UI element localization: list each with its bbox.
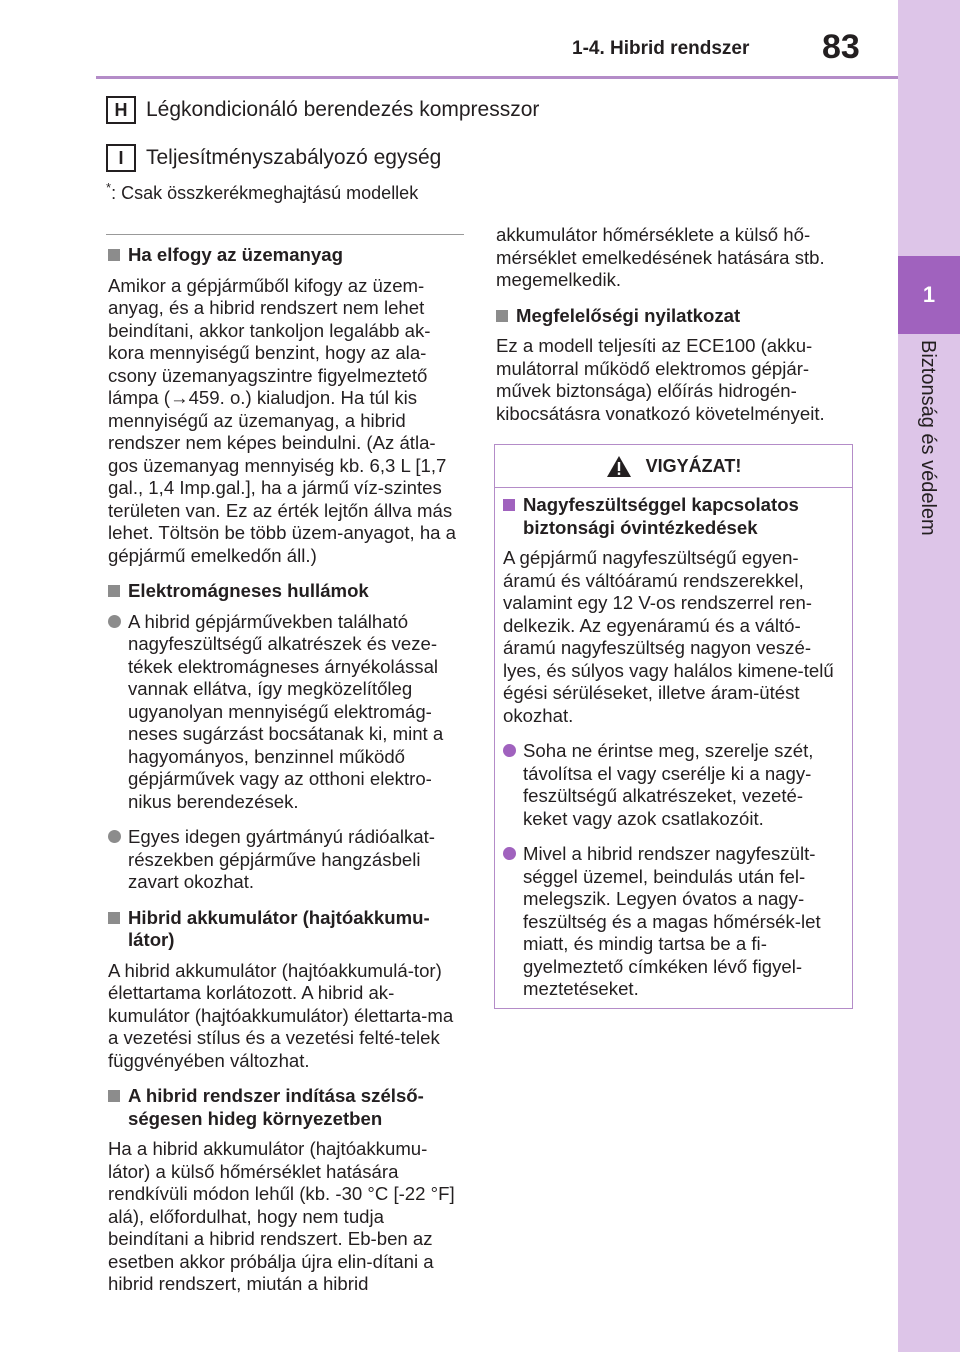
legend-text-i: Teljesítményszabályozó egység <box>146 146 442 169</box>
warning-subheading <box>503 494 842 539</box>
header-rule <box>96 76 898 79</box>
warning-bullet-text: Soha ne érintse meg, szerelje szét, távolítsa el vagy cserélje ki a nagy-feszültségű alkatrészeket, vezeté-keket vagy azok csatlakozóit. <box>523 740 814 829</box>
warning-header <box>495 445 852 488</box>
legend-text-h: Légkondicionáló berendezés kompresszor <box>146 98 540 121</box>
section-title: A hibrid rendszer indítása szélső-ségesen hideg környezetben <box>128 1085 424 1129</box>
warning-text: A gépjármű nagyfeszültségű egyen-áramú és váltóáramú rendszerekkel, valamint egy 12 V-os rendszerrel ren-delkezik. Az egyenáramú és a váltó-áramú nagyfeszültség nagyon veszé-lyes, és súlyos vagy halálos kimene-telű égési sérüléseket, illetve áram-ütést okozhat. <box>503 547 834 726</box>
section-body: Amikor a gépjárműből kifogy az üzem-anyag, és a hibrid rendszert nem lehet beindítani, akkor tankoljon legalább ak-kora mennyiségű benzint, hogy az ala-csony üzemanyagszintre figyelmeztető lámpa (→459. o.) kialudjon. Ha túl kis mennyiségű az üzemanyag, a hibrid rendszer nem képes beindulni. (Az átla-gos üzemanyag mennyiség kb. 6,3 L [1,7 gal., 1,4 Imp.gal.], ha a jármű víz-szintes területen van. Ez az érték lejtőn állva más lehet. Töltsön be több üzem-anyagot, ha a gépjármű emelkedőn áll.) <box>108 274 457 566</box>
side-tab-label <box>916 340 940 580</box>
warning-triangle-icon <box>606 455 632 478</box>
square-bullet-icon <box>496 310 508 322</box>
bullet-text: Egyes idegen gyártmányú rádióalkat-részekben gépjárműve hangzásbeli zavart okozhat. <box>128 826 435 892</box>
warning-bullet <box>503 843 842 1001</box>
square-bullet-icon <box>108 249 120 261</box>
warning-subtitle: Nagyfeszültséggel kapcsolatos biztonsági óvintézkedések <box>523 494 799 538</box>
section-title: Megfelelőségi nyilatkozat <box>516 304 741 326</box>
square-bullet-icon <box>108 912 120 924</box>
section-body: A hibrid akkumulátor (hajtóakkumulá-tor) élettartama korlátozott. A hibrid ak-kumulátor (hajtóakkumulátor) élettarta-ma a vezetési stílus és a vezetési felté-telek függvényében változhat. <box>108 959 454 1071</box>
warning-body <box>495 488 852 1001</box>
header-title: 1-4. Hibrid rendszer <box>572 38 750 59</box>
warning-title: VIGYÁZAT! <box>645 455 742 476</box>
warning-bullet <box>503 740 842 830</box>
legend-item-i <box>106 144 441 172</box>
section-title: Hibrid akkumulátor (hajtóakkumu-látor) <box>128 906 430 950</box>
circle-bullet-icon <box>503 744 516 757</box>
side-tab-strip <box>898 0 960 1352</box>
bullet-item <box>108 826 464 894</box>
footnote <box>106 180 418 204</box>
page-number: 83 <box>822 28 860 66</box>
section-heading <box>108 244 464 267</box>
bullet-item <box>108 611 464 814</box>
section-title: Ha elfogy az üzemanyag <box>128 244 343 265</box>
footnote-marker: * <box>106 180 112 195</box>
legend-key-h: H <box>106 96 136 124</box>
circle-bullet-icon <box>108 830 121 843</box>
square-bullet-icon <box>108 1090 120 1102</box>
circle-bullet-icon <box>108 615 121 628</box>
circle-bullet-icon <box>503 847 516 860</box>
section-title: Elektromágneses hullámok <box>128 580 369 601</box>
section-heading <box>496 305 852 328</box>
section-heading <box>108 1085 464 1130</box>
legend-key-i: I <box>106 144 136 172</box>
section-body: Ez a modell teljesíti az ECE100 (akku-mulátorral működő elektromos gépjár-művek biztonsága) előírás hidrogén-kibocsátásra vonatkozó követelményeit. <box>496 335 825 424</box>
right-column <box>496 224 852 438</box>
left-column <box>108 244 464 1309</box>
section-heading <box>108 907 464 952</box>
column-rule <box>106 234 464 235</box>
footnote-text: : Csak összkerékmeghajtású modellek <box>111 183 419 203</box>
side-tab-chapter-number[interactable]: 1 <box>898 256 960 334</box>
bullet-text: A hibrid gépjárművekben található nagyfeszültségű alkatrészek és veze-tékek elektromágneses árnyékolással vannak ellátva, így megközelítőleg ugyanolyan mennyiségű elektromág-neses sugárzást bocsátanak ki, mint a hagyományos, benzinnel működő gépjárművek vagy az otthoni elektro-nikus berendezések. <box>128 610 444 812</box>
square-bullet-icon <box>108 585 120 597</box>
section-body: Ha a hibrid akkumulátor (hajtóakkumu-látor) a külső hőmérséklet hatására rendkívüli módon lehűl (kb. -30 °C [-22 °F] alá), előfordulhat, hogy nem tudja beindítani a hibrid rendszert. Eb-ben az esetben akkor próbálja újra elin-dítani a hibrid rendszert, miután a hibrid <box>108 1138 455 1294</box>
legend-item-h <box>106 96 539 124</box>
continued-text: akkumulátor hőmérséklete a külső hő-mérséklet emelkedésének hatására stb. megemelkedik. <box>496 224 825 290</box>
square-bullet-icon <box>503 499 515 511</box>
warning-box <box>494 444 853 1009</box>
warning-bullet-text: Mivel a hibrid rendszer nagyfeszült-séggel üzemel, beindulás után fel-melegszik. Legyen óvatos a nagy-feszültség és a magas hőmérsék-let miatt, és mindig tartsa be a fi-gyelmeztető címkéken lévő figyel-meztetéseket. <box>523 843 821 999</box>
section-heading <box>108 580 464 603</box>
side-tab-label-text: Biztonság és védelem <box>917 340 939 536</box>
